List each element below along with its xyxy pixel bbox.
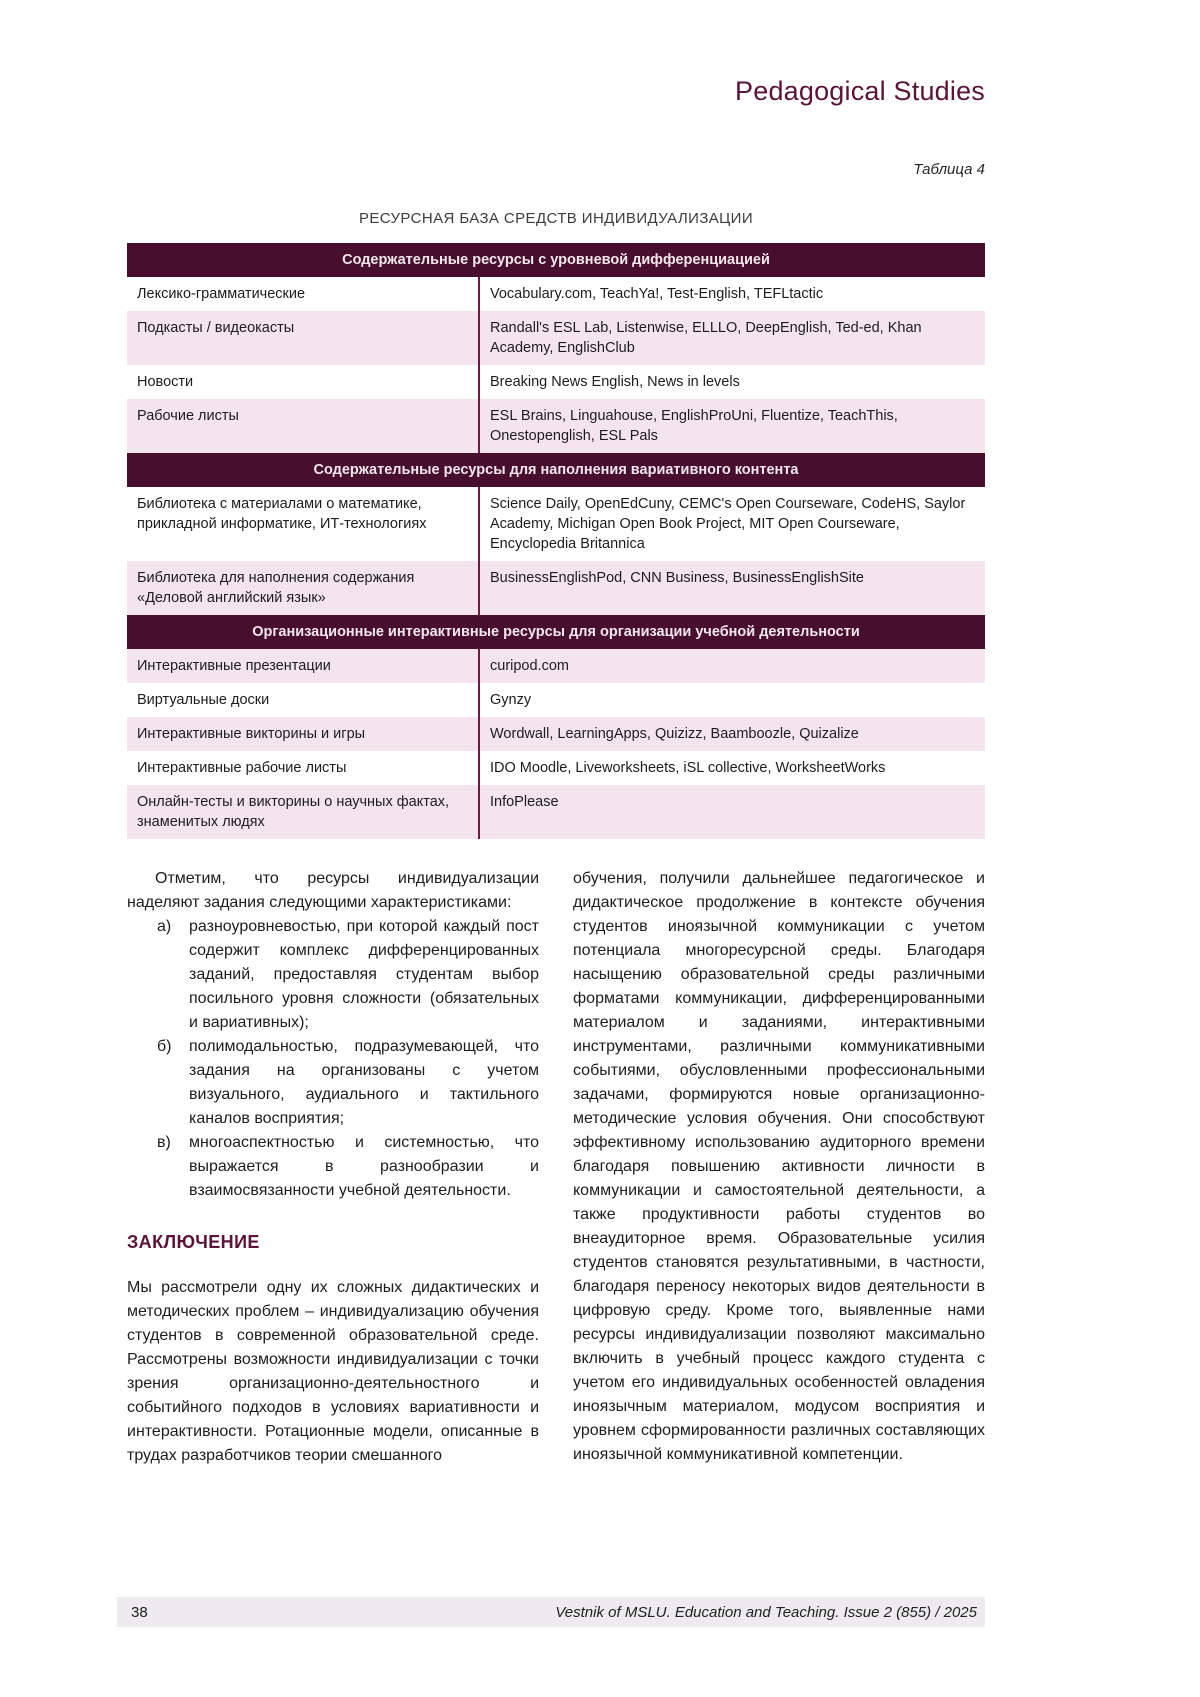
row-label: Лексико-грамматические: [137, 286, 306, 302]
page-content: [127, 0, 985, 1468]
table-row: [127, 717, 985, 751]
resource-table: [127, 243, 985, 839]
row-value: Gynzy: [478, 683, 985, 717]
row-value: Science Daily, OpenEdCuny, CEMC's Open Courseware, CodeHS, Saylor Academy, Michigan Open Book Project, MIT Open Courseware, Encyclopedia Britannica: [478, 487, 985, 561]
row-label: Рабочие листы: [137, 408, 239, 424]
list-item-text: разноуровневостью, при которой каждый пост содержит комплекс дифференцированных заданий, предоставляя студентам выбор посильного уровня сложности (обязательных и вариативных);: [189, 918, 539, 1031]
list-item: [127, 1131, 539, 1203]
list-marker: а): [157, 918, 172, 935]
intro-paragraph: Отметим, что ресурсы индивидуализации наделяют задания следующими характеристиками:: [127, 870, 539, 911]
right-column: [573, 867, 985, 1468]
table-row: [127, 365, 985, 399]
row-value: curipod.com: [478, 649, 985, 683]
table-section-header: Организационные интерактивные ресурсы для организации учебной деятельности: [127, 615, 985, 649]
list-item-text: многоаспектностью и системностью, что выражается в разнообразии и взаимосвязанности учебной деятельности.: [189, 1134, 539, 1199]
table-number-label: Таблица 4: [913, 161, 985, 178]
list-item: [127, 915, 539, 1035]
table-section-header: Содержательные ресурсы с уровневой дифференциацией: [127, 243, 985, 277]
row-label: Интерактивные рабочие листы: [137, 760, 347, 776]
row-value: Wordwall, LearningApps, Quizizz, Baamboozle, Quizalize: [478, 717, 985, 751]
journal-title: Pedagogical Studies: [735, 76, 985, 106]
table-row: [127, 399, 985, 453]
row-label: Подкасты / видеокасты: [137, 320, 295, 336]
table-row: [127, 649, 985, 683]
row-value: Vocabulary.com, TeachYa!, Test-English, TEFLtactic: [478, 277, 985, 311]
row-value: Breaking News English, News in levels: [478, 365, 985, 399]
page-number: 38: [131, 1603, 148, 1621]
page-footer: [117, 1597, 985, 1627]
row-label: Виртуальные доски: [137, 692, 270, 708]
right-column-paragraph: обучения, получили дальнейшее педагогическое и дидактическое продолжение в контексте обучения студентов иноязычной коммуникации с учетом потенциала многоресурсной среды. Благодаря насыщению образовательной среды различными форматами коммуникации, дифференцированными материалом и заданиями, интерактивными инструментами, различными коммуникативными событиями, обусловленными профессиональными задачами, формируются новые организационно-методические условия обучения. Они способствуют эффективному использованию аудиторного времени благодаря повышению активности личности в коммуникации и самостоятельной деятельности, а также продуктивности работы студентов во внеаудиторное время. Образовательные усилия студентов становятся результативными, в частности, благодаря переносу некоторых видов деятельности в цифровую среду. Кроме того, выявленные нами ресурсы индивидуализации позволяют максимально включить в учебный процесс каждого студента с учетом его индивидуальных особенностей овладения иноязычным материалом, модусом восприятия и уровнем сформированности различных составляющих иноязычной коммуникативной компетенции.: [573, 870, 985, 1463]
row-value: Randall's ESL Lab, Listenwise, ELLLO, DeepEnglish, Ted-ed, Khan Academy, EnglishClub: [478, 311, 985, 365]
row-label: Интерактивные викторины и игры: [137, 726, 366, 742]
table-section-header: Содержательные ресурсы для наполнения вариативного контента: [127, 453, 985, 487]
list-marker: б): [157, 1038, 172, 1055]
body-columns: [127, 867, 985, 1468]
row-label: Онлайн-тесты и викторины о научных фактах, знаменитых людях: [137, 794, 450, 830]
row-value: InfoPlease: [478, 785, 985, 839]
table-title: РЕСУРСНАЯ БАЗА СРЕДСТВ ИНДИВИДУАЛИЗАЦИИ: [358, 210, 754, 227]
row-label: Новости: [137, 374, 194, 390]
row-value: ESL Brains, Linguahouse, EnglishProUni, Fluentize, TeachThis, Onestopenglish, ESL Pals: [478, 399, 985, 453]
list-item-text: полимодальностью, подразумевающей, что задания на организованы с учетом визуального, аудиального и тактильного каналов восприятия;: [189, 1038, 539, 1127]
table-row: [127, 561, 985, 615]
row-label: Библиотека для наполнения содержания «Деловой английский язык»: [137, 570, 415, 606]
journal-footer-info: Vestnik of MSLU. Education and Teaching. Issue 2 (855) / 2025: [555, 1603, 977, 1621]
table-row: [127, 487, 985, 561]
row-value: IDO Moodle, Liveworksheets, iSL collective, WorksheetWorks: [478, 751, 985, 785]
conclusion-heading: ЗАКЛЮЧЕНИЕ: [127, 1232, 260, 1252]
list-item: [127, 1035, 539, 1131]
conclusion-paragraph: Мы рассмотрели одну их сложных дидактических и методических проблем – индивидуализацию обучения студентов в современной образовательной среде. Рассмотрены возможности индивидуализации с точки зрения организационно-деятельностного и событийного подходов в условиях вариативности и интерактивности. Ротационные модели, описанные в трудах разработчиков теории смешанного: [127, 1279, 539, 1464]
table-row: [127, 311, 985, 365]
table-row: [127, 785, 985, 839]
list-marker: в): [157, 1134, 171, 1151]
table-row: [127, 683, 985, 717]
table-row: [127, 277, 985, 311]
table-row: [127, 751, 985, 785]
row-value: BusinessEnglishPod, CNN Business, BusinessEnglishSite: [478, 561, 985, 615]
row-label: Библиотека с материалами о математике, прикладной информатике, ИТ-технологиях: [137, 496, 427, 532]
row-label: Интерактивные презентации: [137, 658, 331, 674]
left-column: [127, 867, 539, 1468]
